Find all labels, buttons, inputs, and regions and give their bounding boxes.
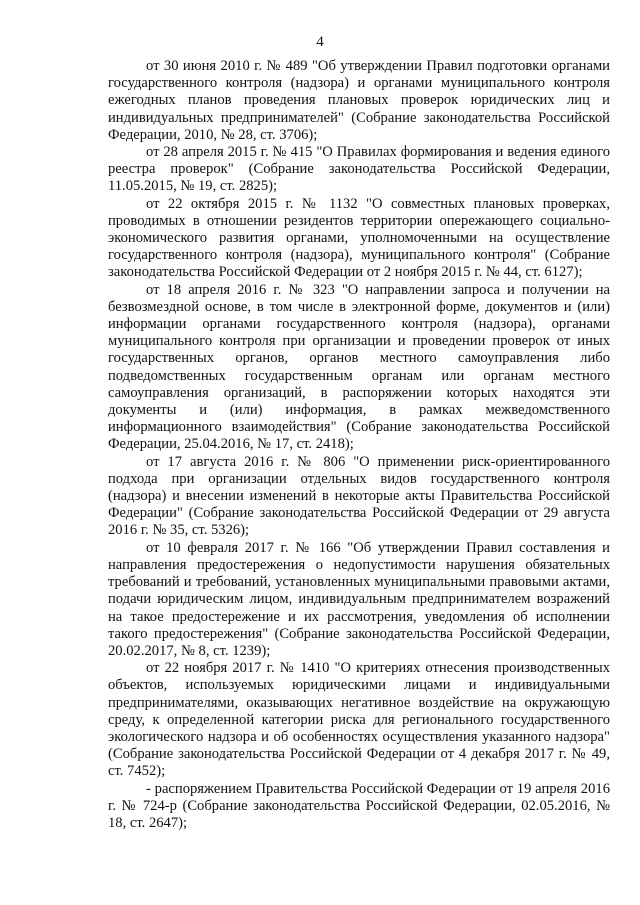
paragraph-decree-806: от 17 августа 2016 г. № 806 "О применении риск-ориентированного подхода при организации отдельных видов государственного контроля (надзора) и внесении изменений в некоторые акты Правительства Российской Федерации" (Собрание законодательства Российской Федерации от 29 августа 2016 г. № 35, ст. 5326); [108,453,610,539]
paragraph-decree-1410: от 22 ноября 2017 г. № 1410 "О критериях отнесения производственных объектов, используемых юридическими лицами и индивидуальными предпринимателями, оказывающих негативное воздействие на окружающую среду, к определенной категории риска для регионального государственного экологического надзора и об особенностях осуществления указанного надзора" (Собрание законодательства Российской Федерации от 4 декабря 2017 г. № 49, ст. 7452); [108,660,610,780]
paragraph-decree-166: от 10 февраля 2017 г. № 166 "Об утверждении Правил составления и направления предостережения о недопустимости нарушения обязательных требований и требований, установленных муниципальными правовыми актами, подачи юридическим лицом, индивидуальным предпринимателем возражений на такое предостережение и их рассмотрения, уведомления об исполнении такого предостережения" (Собрание законодательства Российской Федерации, 20.02.2017, № 8, ст. 1239); [108,539,610,659]
paragraph-decree-415: от 28 апреля 2015 г. № 415 "О Правилах формирования и ведения единого реестра проверок" (Собрание законодательства Российской Федерации, 11.05.2015, № 19, ст. 2825); [108,144,610,195]
paragraph-decree-323: от 18 апреля 2016 г. № 323 "О направлении запроса и получении на безвозмездной основе, в том числе в электронной форме, документов и (или) информации органами государственного контроля (надзора), органами муниципального контроля при организации и проведении проверок от иных государственных органов, органов местного самоуправления либо подведомственных государственным органам или органам местного самоуправления организаций, в распоряжении которых находятся эти документы и (или) информация, в рамках межведомственного информационного взаимодействия" (Собрание законодательства Российской Федерации, 25.04.2016, № 17, ст. 2418); [108,281,610,453]
paragraph-decree-1132: от 22 октября 2015 г. № 1132 "О совместных плановых проверках, проводимых в отношении резидентов территории опережающего социально-экономического развития органами, уполномоченными на осуществление государственного контроля (надзора), муниципального контроля" (Собрание законодательства Российской Федерации от 2 ноября 2015 г. № 44, ст. 6127); [108,195,610,281]
paragraph-order-724r: - распоряжением Правительства Российской Федерации от 19 апреля 2016 г. № 724-р (Собрание законодательства Российской Федерации, 02.05.2016, № 18, ст. 2647); [108,780,610,831]
page-number: 4 [316,34,324,50]
paragraph-decree-489: от 30 июня 2010 г. № 489 "Об утверждении Правил подготовки органами государственного контроля (надзора) и органами муниципального контроля ежегодных планов проведения плановых проверок юридических лиц и индивидуальных предпринимателей" (Собрание законодательства Российской Федерации, 2010, № 28, ст. 3706); [108,58,610,143]
document-body [108,58,610,832]
